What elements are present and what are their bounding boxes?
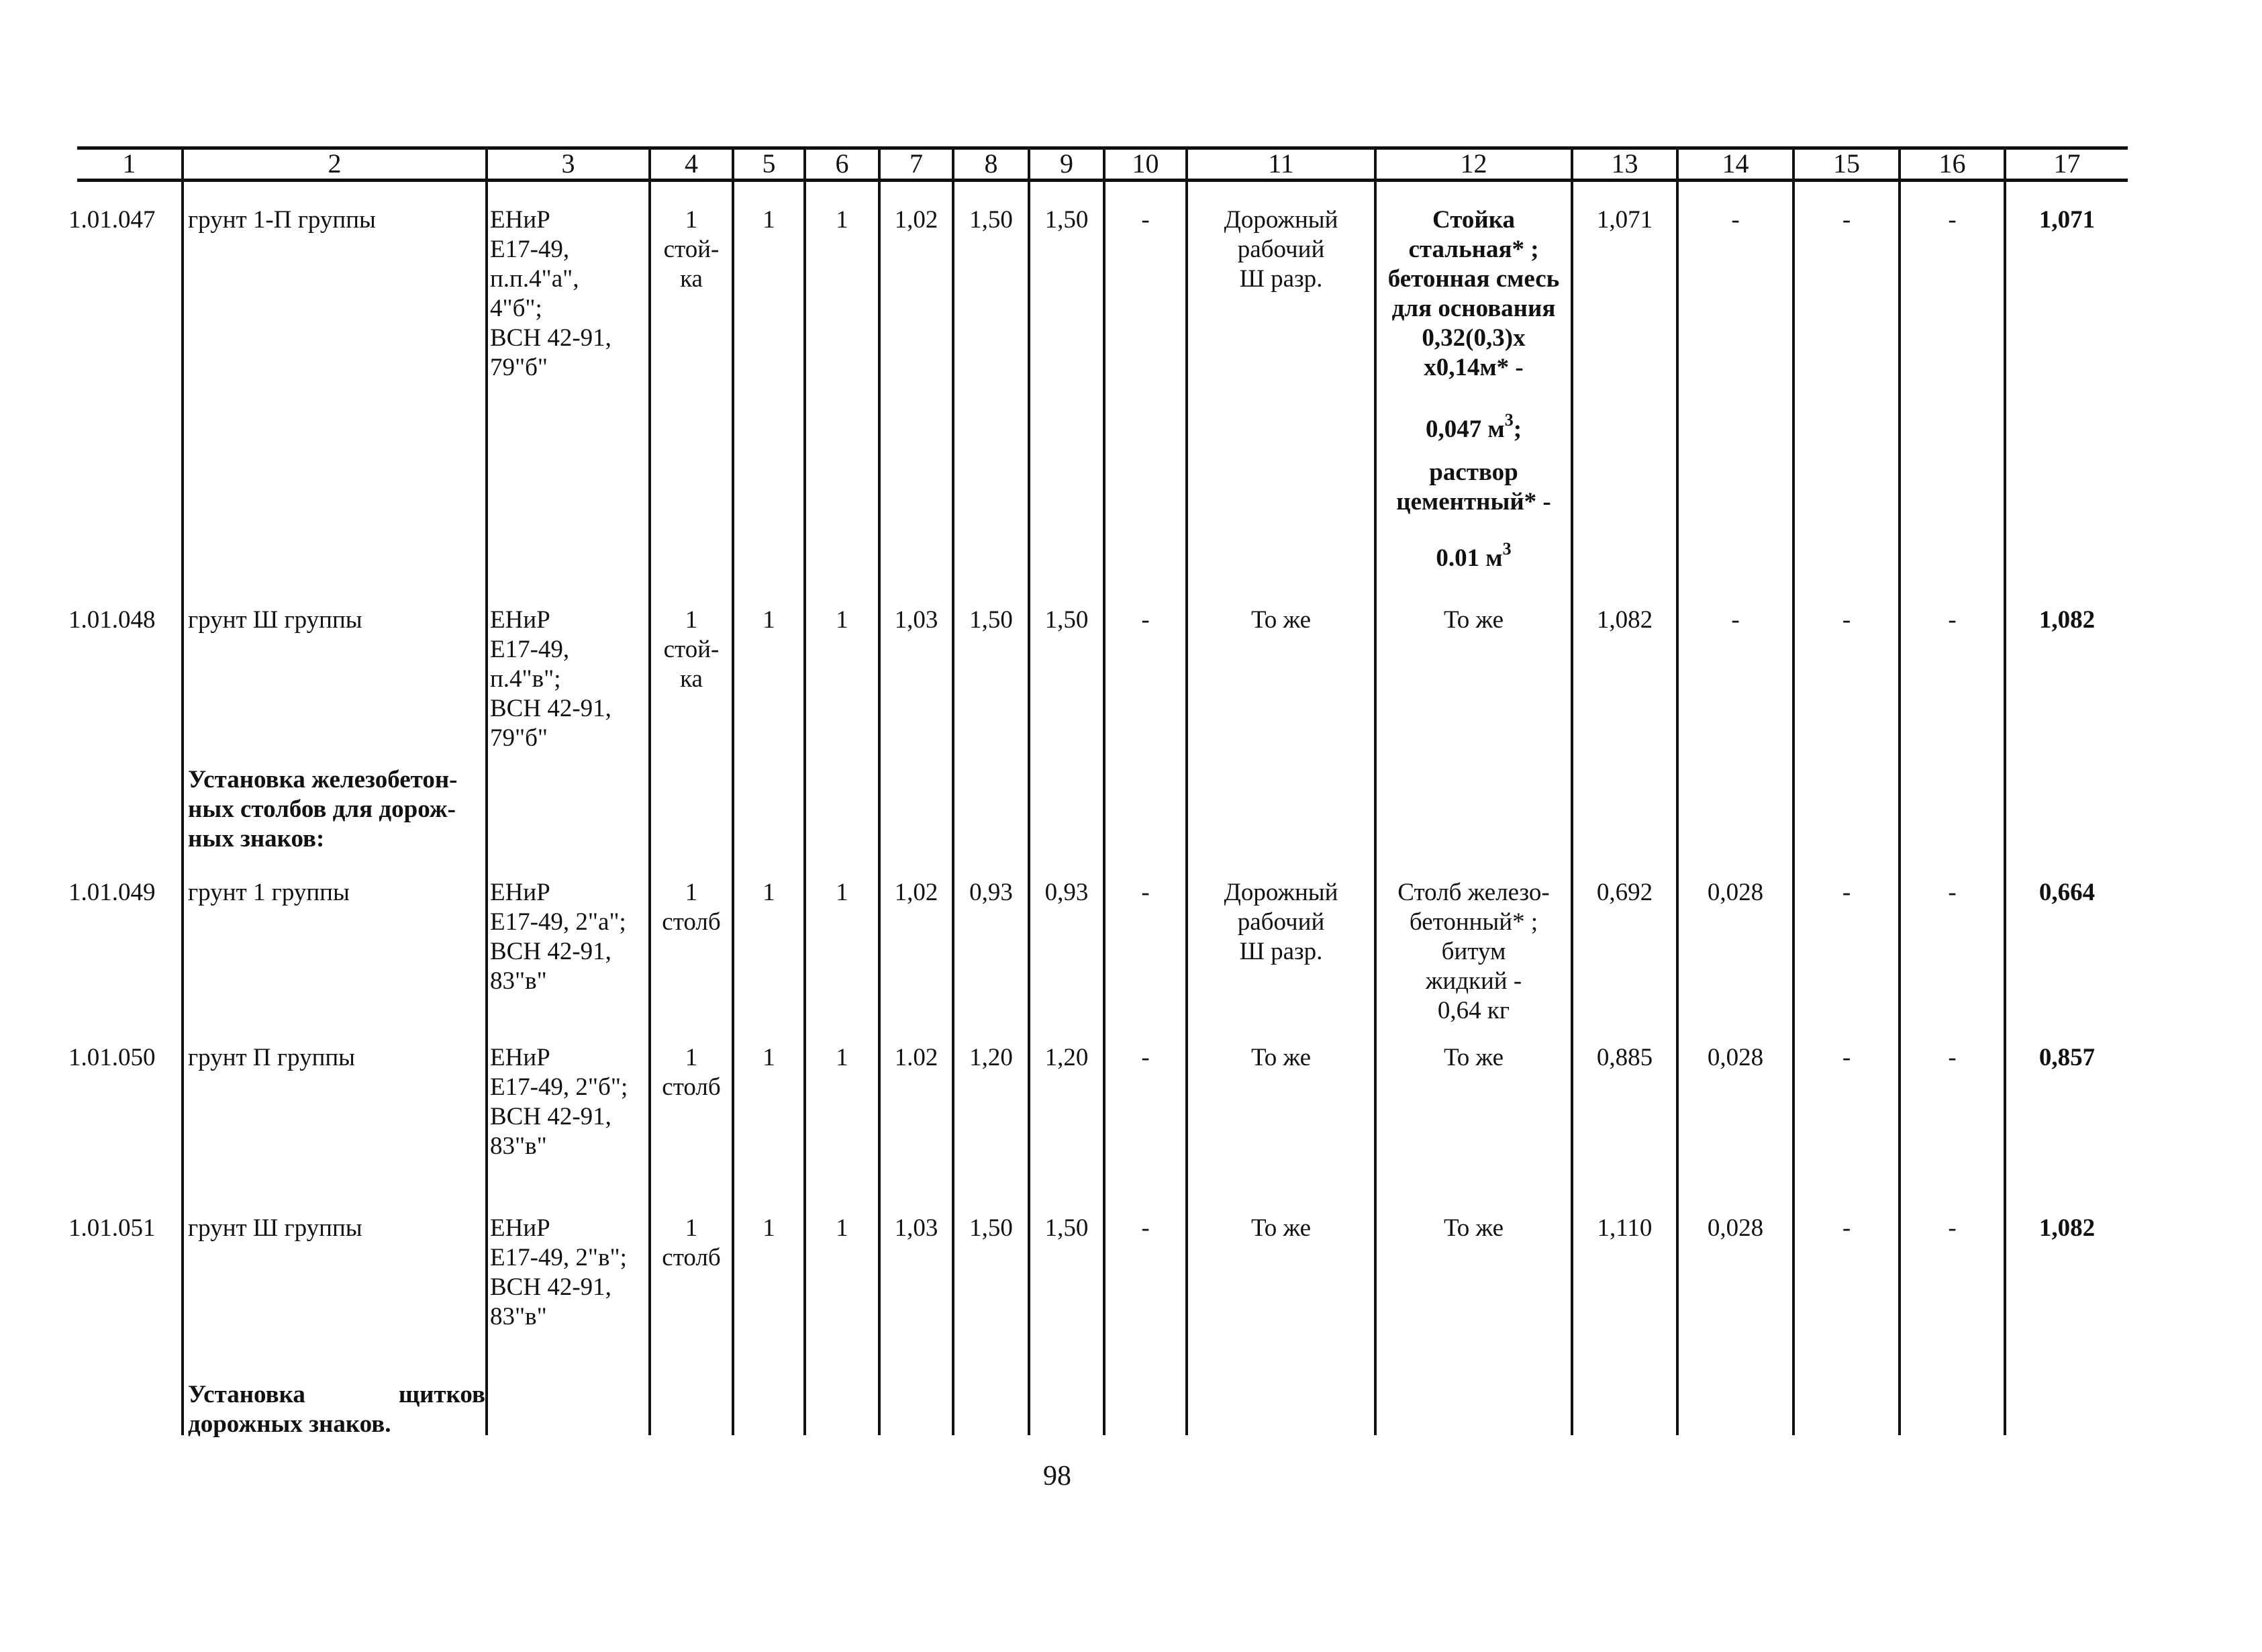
volume-value: 0,047 м — [1425, 416, 1505, 443]
row-ref-line: ВСН 42-91, — [490, 695, 611, 722]
row-ref-line: Е17-49, — [490, 636, 570, 663]
row-col6: 1 — [836, 1214, 848, 1242]
row-unit-line: 1 — [685, 879, 698, 906]
row-col15: - — [1842, 1044, 1851, 1071]
row-material-line: Столб железо- — [1397, 879, 1550, 906]
header-cell-9: 9 — [1060, 148, 1073, 179]
header-cell-11: 11 — [1268, 148, 1294, 179]
row-col13: 1,110 — [1597, 1214, 1653, 1242]
row-material-line: раствор — [1429, 458, 1518, 486]
row-col14: - — [1731, 206, 1740, 234]
row-col17: 1,082 — [2038, 1214, 2096, 1242]
header-cell-3: 3 — [561, 148, 575, 179]
row-code: 1.01.047 — [68, 206, 156, 234]
row-col8: 1,50 — [969, 606, 1013, 634]
row-col16: - — [1948, 879, 1957, 906]
row-ref-line: 83"в" — [490, 967, 547, 995]
col-line-2 — [485, 146, 488, 1435]
row-ref-line: Е17-49, 2"в"; — [490, 1244, 627, 1271]
row-col6: 1 — [836, 879, 848, 906]
row-col10: - — [1141, 606, 1150, 634]
row-col6: 1 — [836, 1044, 848, 1071]
row-ref-line: 79"б" — [490, 354, 548, 381]
row-name: грунт 1 группы — [188, 879, 350, 906]
header-cell-2: 2 — [328, 148, 342, 179]
row-col9: 1,50 — [1044, 206, 1089, 234]
row-col9: 1,20 — [1044, 1044, 1089, 1071]
row-col10: - — [1141, 879, 1150, 906]
header-cell-17: 17 — [2053, 148, 2081, 179]
row-col9: 1,50 — [1044, 606, 1089, 634]
row-ref-line: 4"б"; — [490, 295, 542, 322]
row-unit-line: столб — [662, 1244, 721, 1271]
row-ref-line: Е17-49, 2"б"; — [490, 1073, 628, 1101]
row-col13: 1,071 — [1596, 206, 1653, 234]
row-name: грунт 1-П группы — [188, 206, 376, 234]
header-cell-5: 5 — [762, 148, 776, 179]
section-heading-line: ных столбов для дорож- — [188, 795, 456, 823]
row-unit-line: 1 — [685, 606, 698, 634]
col-line-1 — [181, 146, 184, 1435]
row-material-line: стальная* ; — [1408, 236, 1539, 263]
row-ref-line: Е17-49, — [490, 236, 570, 263]
row-col13: 0,692 — [1596, 879, 1653, 906]
row-ref-line: 83"в" — [490, 1132, 547, 1160]
row-col8: 1,50 — [969, 1214, 1013, 1242]
row-col17: 1,071 — [2038, 206, 2096, 234]
row-col15: - — [1842, 606, 1851, 634]
row-ref-line: п.4"в"; — [490, 665, 561, 693]
header-cell-7: 7 — [909, 148, 923, 179]
row-worker-line: То же — [1250, 1214, 1312, 1242]
row-unit-line: столб — [662, 1073, 721, 1101]
row-ref-line: ЕНиР — [490, 879, 550, 906]
row-ref-line: 79"б" — [490, 724, 548, 752]
row-ref-line: ЕНиР — [490, 1214, 550, 1242]
row-material-volume — [1377, 538, 1571, 573]
row-code: 1.01.048 — [68, 606, 156, 634]
row-worker-line: Ш разр. — [1239, 265, 1323, 293]
row-col5: 1 — [763, 1044, 775, 1071]
row-col5: 1 — [763, 1214, 775, 1242]
row-col16: - — [1948, 206, 1957, 234]
row-ref-line: Е17-49, 2"а"; — [490, 908, 626, 936]
row-col10: - — [1141, 206, 1150, 234]
row-unit-line: стой- — [663, 636, 720, 663]
row-col8: 1,20 — [969, 1044, 1013, 1071]
row-unit-line: ка — [680, 665, 703, 693]
row-col6: 1 — [836, 206, 848, 234]
row-col17: 1,082 — [2038, 606, 2096, 634]
row-col10: - — [1141, 1214, 1150, 1242]
row-ref-line: ЕНиР — [490, 1044, 550, 1071]
row-unit-line: 1 — [685, 206, 698, 234]
row-col15: - — [1842, 879, 1851, 906]
row-name: грунт П группы — [188, 1044, 356, 1071]
row-ref-line: ЕНиР — [490, 206, 550, 234]
row-material-line: х0,14м* - — [1424, 354, 1524, 381]
row-col5: 1 — [763, 206, 775, 234]
header-cell-16: 16 — [1938, 148, 1966, 179]
section-heading-line: ных знаков: — [188, 825, 325, 853]
row-material-volume — [1377, 409, 1571, 444]
row-ref-line: ЕНиР — [490, 606, 550, 634]
section-heading-line: Установка железобетон- — [188, 766, 458, 793]
row-col9: 1,50 — [1044, 1214, 1089, 1242]
page-number: 98 — [1043, 1461, 1071, 1492]
row-col5: 1 — [763, 879, 775, 906]
row-ref-line: ВСН 42-91, — [490, 938, 611, 965]
row-worker-line: То же — [1250, 606, 1312, 634]
section-heading-line: дорожных знаков. — [188, 1410, 391, 1438]
row-unit-line: стой- — [663, 236, 720, 263]
row-ref-line: 83"в" — [490, 1303, 547, 1330]
row-col16: - — [1948, 1044, 1957, 1071]
header-cell-6: 6 — [835, 148, 849, 179]
section-word: щитков — [398, 1381, 485, 1408]
row-col9: 0,93 — [1044, 879, 1089, 906]
volume-end: ; — [1513, 416, 1522, 443]
row-col10: - — [1141, 1044, 1150, 1071]
row-material-line: битум — [1441, 938, 1506, 965]
volume-exponent: 3 — [1504, 409, 1514, 430]
row-ref-line: ВСН 42-91, — [490, 324, 611, 352]
row-col8: 1,50 — [969, 206, 1013, 234]
row-material-line: жидкий - — [1425, 967, 1522, 995]
row-col14: - — [1731, 606, 1740, 634]
row-unit-line: 1 — [685, 1214, 698, 1242]
row-col16: - — [1948, 1214, 1957, 1242]
row-col15: - — [1842, 1214, 1851, 1242]
header-cell-15: 15 — [1833, 148, 1860, 179]
row-worker-line: Ш разр. — [1239, 938, 1323, 965]
row-col17: 0,664 — [2038, 879, 2096, 906]
row-material-line: То же — [1443, 606, 1504, 634]
row-col7: 1,02 — [894, 879, 938, 906]
header-cell-8: 8 — [984, 148, 998, 179]
row-col7: 1,03 — [894, 606, 938, 634]
row-col7: 1,03 — [894, 1214, 938, 1242]
row-col14: 0,028 — [1707, 1044, 1764, 1071]
header-cell-12: 12 — [1460, 148, 1487, 179]
row-code: 1.01.050 — [68, 1044, 156, 1071]
header-cell-13: 13 — [1611, 148, 1638, 179]
row-material-line: 0,64 кг — [1437, 997, 1510, 1024]
row-unit-line: ка — [680, 265, 703, 293]
row-col13: 1,082 — [1596, 606, 1653, 634]
row-col7: 1.02 — [894, 1044, 938, 1071]
row-material-line: бетонная смесь — [1387, 265, 1560, 293]
row-col16: - — [1948, 606, 1957, 634]
volume-value: 0.01 м — [1436, 544, 1503, 572]
row-worker-line: Дорожный — [1224, 879, 1338, 906]
header-cell-1: 1 — [122, 148, 136, 179]
row-col15: - — [1842, 206, 1851, 234]
row-material-line: цементный* - — [1396, 488, 1551, 516]
row-ref-line: ВСН 42-91, — [490, 1273, 611, 1301]
row-code: 1.01.049 — [68, 879, 156, 906]
row-col14: 0,028 — [1707, 879, 1764, 906]
section-heading-line — [188, 1380, 485, 1410]
row-worker-line: рабочий — [1237, 236, 1325, 263]
row-material-line: Стойка — [1432, 206, 1515, 234]
row-col8: 0,93 — [969, 879, 1013, 906]
section-word: Установка — [188, 1381, 305, 1408]
row-col13: 0,885 — [1596, 1044, 1653, 1071]
header-cell-4: 4 — [685, 148, 698, 179]
row-material-line: для основания — [1391, 295, 1556, 322]
row-material-line: бетонный* ; — [1409, 908, 1538, 936]
row-col7: 1,02 — [894, 206, 938, 234]
row-col6: 1 — [836, 606, 848, 634]
row-material-line: То же — [1443, 1044, 1504, 1071]
volume-exponent: 3 — [1502, 538, 1512, 558]
row-name: грунт Ш группы — [188, 1214, 362, 1242]
header-cell-10: 10 — [1132, 148, 1159, 179]
row-ref-line: ВСН 42-91, — [490, 1103, 611, 1130]
row-col17: 0,857 — [2038, 1044, 2096, 1071]
row-worker-line: То же — [1250, 1044, 1312, 1071]
row-col5: 1 — [763, 606, 775, 634]
row-unit-line: столб — [662, 908, 721, 936]
row-material-line: То же — [1443, 1214, 1504, 1242]
row-worker-line: рабочий — [1237, 908, 1325, 936]
row-col14: 0,028 — [1707, 1214, 1764, 1242]
row-name: грунт Ш группы — [188, 606, 362, 634]
row-code: 1.01.051 — [68, 1214, 156, 1242]
row-ref-line: п.п.4"а", — [490, 265, 579, 293]
row-material-line: 0,32(0,3)х — [1422, 324, 1526, 352]
row-unit-line: 1 — [685, 1044, 698, 1071]
row-worker-line: Дорожный — [1224, 206, 1338, 234]
header-cell-14: 14 — [1722, 148, 1749, 179]
